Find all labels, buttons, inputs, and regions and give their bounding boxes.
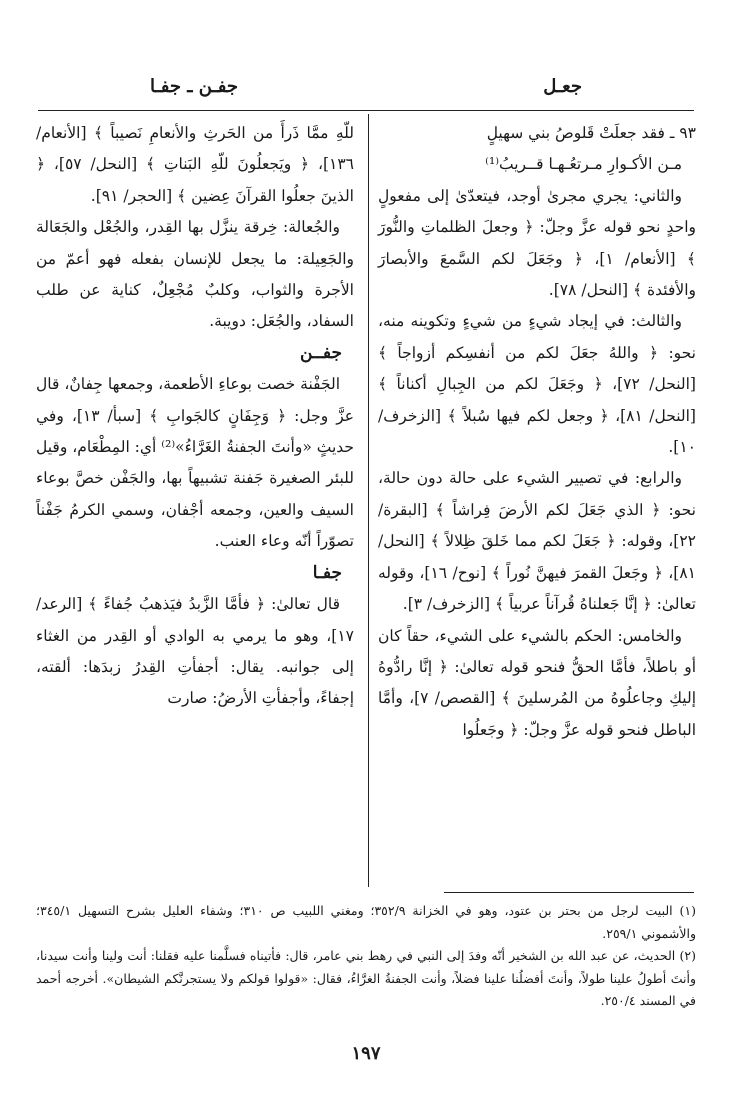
right-column [378,118,696,746]
paragraph: والثالث: في إيجاد شيءٍ من شيءٍ وتكوينه منه، نحو: ﴿ واللهُ جعَلَ لكم من أنفسِكم أزواجاً ﴾ [النحل/ ٧٢]، ﴿ وجَعَلَ لكم من الجِبالِ أكناناً ﴾ [النحل/ ٨١]، ﴿ وجعل لكم فيها سُبلاً ﴾ [الزخرف/ ١٠]. [378,312,696,457]
column-divider [368,114,369,887]
entry-heading: جفــن [299,342,342,363]
entry-heading: جفـا [312,562,342,583]
paragraph: والجُعالة: خِرقة ينزَّل بها القِدر، والجُعْل والجَعَالة والجَعِيلة: ما يجعل للإنسان بفعله فهو أعمّ من الأجرة والثواب، وكلبٌ مُجْعِلٌ، كناية عن طلب السفاد، والجُعَل: دويبة. [36,218,354,331]
footnote-rule [444,892,694,893]
left-column [36,118,354,715]
header-rule [38,110,694,111]
paragraph: للّهِ ممَّا ذَرأَ من الحَرثِ والأنعامِ نَصيباً ﴾ [الأنعام/ ١٣٦]، ﴿ ويَجعلُونَ للّهِ البَناتِ ﴾ [النحل/ ٥٧]، ﴿ الذينَ جعلُوا القرآنَ عِضين ﴾ [الحجر/ ٩١]. [36,124,354,205]
paragraph: قال تعالىٰ: ﴿ فأمَّا الزَّبدُ فيَذهبُ جُفاءً ﴾ [الرعد/ ١٧]، وهو ما يرمي به الوادي أو القِدر من الغثاء إلى جوانبه. يقال: أجفأتِ القِدرُ زبدَها: ألقته، إجفاءً، وأجفأتِ الأرضُ: صارت [36,595,354,708]
running-header-right: جعـل [543,76,582,97]
paragraph: والرابع: في تصيير الشيء على حالة دون حالة، نحو: ﴿ الذي جَعَلَ لكم الأرضَ فِراشاً ﴾ [البقرة/ ٢٢]، وقوله: ﴿ جَعَلَ لكم مما خَلقَ ظِلالاً ﴾ [النحل/ ٨١]، ﴿ وجَعلَ القمرَ فيهنَّ نُوراً ﴾ [نوح/ ١٦]، وقوله تعالىٰ: ﴿ إنَّا جَعلناهُ قُرآناً عربياً ﴾ [الزخرف/ ٣]. [378,469,696,614]
paragraph: والخامس: الحكم بالشيء على الشيء، حقاً كان أو باطلاً، فأمَّا الحقُّ فنحو قوله تعالىٰ: ﴿ إنَّا رادُّوهُ إليكِ وجاعلُوهُ من المُرسلينَ ﴾ [القصص/ ٧]، وأمَّا الباطل فنحو قوله عزَّ وجلّ: ﴿ وجَعلُوا [378,626,696,739]
verse-line: ٩٣ ـ فقد جعلَتْ قَلوصُ بني سهيلٍ [486,124,696,142]
footnote: (١) البيت لرجل من بحتر بن عتود، وهو في الخزانة ٣٥٢/٩؛ ومغني اللبيب ص ٣١٠؛ وشفاء العليل بشرح التسهيل ٣٤٥/١؛ والأشموني ٢٥٩/١. [36,903,696,941]
footnotes [36,900,696,1013]
running-header-left: جفـن ـ جفـا [150,76,239,97]
paragraph: والثاني: يجري مجرىٰ أوجد، فيتعدّىٰ إلى مفعولٍ واحدٍ نحو قوله عزَّ وجلّ: ﴿ وجعلَ الظلماتِ والنُّورَ ﴾ [الأنعام/ ١]، ﴿ وجَعَلَ لكم السَّمعَ والأبصارَ والأفئدة ﴾ [النحل/ ٧٨]. [378,186,696,300]
page-number: ١٩٧ [351,1043,381,1064]
verse-line: مـن الأكـوارِ مـرتعُـهـا قــريبُ⁽¹⁾ [485,155,682,174]
paragraph: الجَفْنة خصت بوعاءِ الأطعمة، وجمعها جِفانٌ، قال عزَّ وجل: ﴿ وَجِفَانٍ كالجَوابِ ﴾ [سبأ/ ١٣]، وفي حديثٍ «وأنتَ الجفنةُ الغَرَّاءُ»⁽²⁾ أي: المِطْعَام، وقيل للبئر الصغيرة جَفنة تشبيهاً بها، والجَفْن خصَّ بوعاء السيف والعين، وجمعه أجْفان، وسمي الكرمُ جَفْناً تصوّراً أنّه وعاء العنب. [36,375,354,551]
footnote: (٢) الحديث، عن عبد الله بن الشخير أنّه وفدَ إلى النبي في رهط بني عامر، قال: فأتيناه فسلَّمنا عليه فقلنا: أنت ولينا وأنت سيدنا، وأنتَ أطولُ علينا طولاً، وأنتَ أفضلُنا علينا فضلاً، وأنت الجفنةُ الغرَّاءُ، فقال: «قولوا قولكم ولا يستجرنَّكم الشيطان». أخرجه أحمد في المسند ٢٥٠/٤. [36,948,696,1008]
